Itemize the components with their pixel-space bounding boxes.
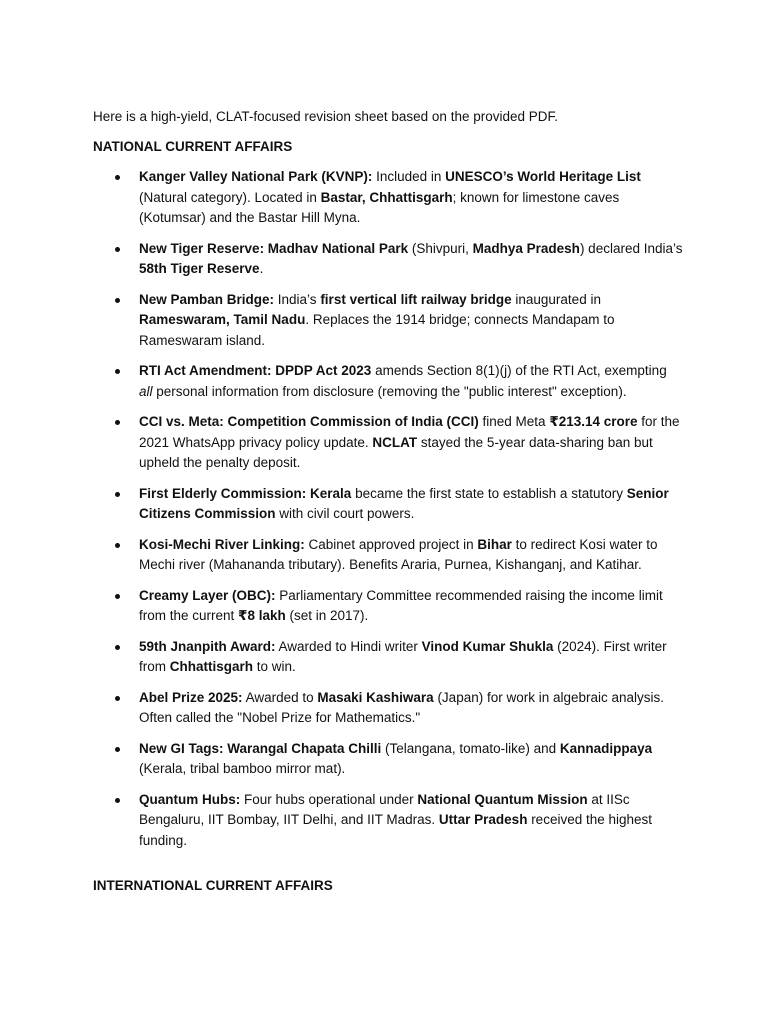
bullet-icon bbox=[115, 645, 120, 650]
national-affairs-heading: NATIONAL CURRENT AFFAIRS bbox=[93, 139, 293, 154]
body-text: to redirect Kosi water to Mechi river (Mahananda tributary). Benefits Araria, Purnea, Kishanganj, and Katihar. bbox=[139, 536, 658, 572]
intro-text: Here is a high-yield, CLAT-focused revision sheet based on the provided PDF. bbox=[93, 109, 558, 124]
bold-term: First Elderly Commission: Kerala bbox=[139, 485, 352, 501]
body-text: Cabinet approved project in bbox=[304, 536, 478, 552]
body-text: ; known for limestone caves (Kotumsar) and the Bastar Hill Myna. bbox=[139, 189, 620, 225]
bold-term: National Quantum Mission bbox=[417, 791, 588, 807]
list-item bbox=[93, 535, 683, 576]
list-item bbox=[93, 239, 683, 280]
bold-term: NCLAT bbox=[372, 434, 418, 450]
body-text: amends Section 8(1)(j) of the RTI Act, exempting bbox=[371, 363, 667, 378]
body-text: personal information from disclosure (removing the "public interest" exception). bbox=[152, 383, 627, 399]
body-text: Awarded to Hindi writer bbox=[275, 638, 422, 654]
bold-term: UNESCO’s World Heritage List bbox=[445, 169, 641, 184]
bold-term: New Pamban Bridge: bbox=[139, 291, 275, 307]
bullet-icon bbox=[115, 492, 120, 497]
national-affairs-list bbox=[93, 167, 683, 861]
body-text: ) declared India’s bbox=[579, 240, 683, 256]
bold-term: Bastar, Chhattisgarh bbox=[320, 189, 453, 205]
bold-term: Madhya Pradesh bbox=[472, 240, 580, 256]
bullet-icon bbox=[115, 298, 120, 303]
list-item bbox=[93, 739, 683, 780]
bold-term: Bihar bbox=[477, 536, 512, 552]
bold-term: Vinod Kumar Shukla bbox=[421, 638, 554, 654]
list-item bbox=[93, 637, 683, 678]
body-text: (Kerala, tribal bamboo mirror mat). bbox=[139, 761, 346, 776]
bullet-icon bbox=[115, 696, 120, 701]
body-text: became the first state to establish a statutory bbox=[351, 485, 627, 501]
list-item bbox=[93, 790, 683, 852]
list-item bbox=[93, 586, 683, 627]
bold-term: ₹213.14 crore bbox=[549, 414, 638, 429]
list-item bbox=[93, 412, 683, 474]
bold-term: New Tiger Reserve: Madhav National Park bbox=[139, 240, 409, 256]
bold-term: Kosi-Mechi River Linking: bbox=[139, 536, 305, 552]
body-text: (Japan) for work in algebraic analysis. Often called the "Nobel Prize for Mathematics." bbox=[139, 689, 665, 725]
bold-term: Kannadippaya bbox=[559, 740, 653, 756]
bold-term: New GI Tags: Warangal Chapata Chilli bbox=[139, 740, 382, 756]
italic-text: all bbox=[139, 383, 153, 399]
bold-term: ₹8 lakh bbox=[238, 608, 286, 623]
bold-term: Uttar Pradesh bbox=[438, 812, 528, 827]
bold-term: RTI Act Amendment: DPDP Act 2023 bbox=[139, 363, 372, 378]
body-text: India’s bbox=[274, 291, 321, 307]
list-item bbox=[93, 290, 683, 352]
bold-term: Masaki Kashiwara bbox=[317, 689, 434, 705]
bold-term: Senior Citizens Commission bbox=[139, 485, 669, 521]
bullet-icon bbox=[115, 420, 120, 425]
bullet-icon bbox=[115, 369, 120, 374]
body-text: . Replaces the 1914 bridge; connects Mandapam to Rameswaram island. bbox=[139, 312, 615, 348]
bullet-icon bbox=[115, 594, 120, 599]
list-item bbox=[93, 688, 683, 729]
body-text: at IISc Bengaluru, IIT Bombay, IIT Delhi, and IIT Madras. bbox=[139, 791, 630, 827]
bold-term: Abel Prize 2025: bbox=[139, 689, 243, 705]
body-text: (Shivpuri, bbox=[408, 240, 473, 256]
bold-term: Creamy Layer (OBC): bbox=[139, 587, 276, 603]
body-text: (2024). First writer from bbox=[139, 638, 667, 674]
bullet-icon bbox=[115, 175, 120, 180]
body-text: Included in bbox=[372, 169, 446, 184]
list-item bbox=[93, 361, 683, 402]
bold-term: first vertical lift railway bridge bbox=[320, 291, 512, 307]
body-text: to win. bbox=[253, 659, 296, 674]
body-text: (Telangana, tomato-like) and bbox=[381, 740, 560, 756]
body-text: Awarded to bbox=[242, 689, 318, 705]
bullet-icon bbox=[115, 747, 120, 752]
body-text: inaugurated in bbox=[511, 291, 601, 307]
body-text: fined Meta bbox=[478, 414, 550, 429]
bullet-icon bbox=[115, 247, 120, 252]
international-affairs-heading: INTERNATIONAL CURRENT AFFAIRS bbox=[93, 878, 333, 893]
body-text: with civil court powers. bbox=[275, 506, 415, 521]
bold-term: Chhattisgarh bbox=[169, 659, 254, 674]
body-text: . bbox=[259, 261, 264, 276]
body-text: (Natural category). Located in bbox=[139, 189, 321, 205]
bullet-icon bbox=[115, 543, 120, 548]
body-text: for the 2021 WhatsApp privacy policy update. bbox=[139, 414, 680, 450]
list-item bbox=[93, 167, 683, 229]
body-text: received the highest funding. bbox=[139, 812, 653, 848]
bold-term: Rameswaram, Tamil Nadu bbox=[139, 312, 306, 327]
body-text: Four hubs operational under bbox=[240, 791, 418, 807]
list-item bbox=[93, 484, 683, 525]
bold-term: Kanger Valley National Park (KVNP): bbox=[139, 169, 373, 184]
bold-term: CCI vs. Meta: Competition Commission of India (CCI) bbox=[139, 414, 479, 429]
bold-term: Quantum Hubs: bbox=[139, 791, 241, 807]
body-text: stayed the 5-year data-sharing ban but upheld the penalty deposit. bbox=[139, 434, 653, 470]
bullet-icon bbox=[115, 798, 120, 803]
body-text: (set in 2017). bbox=[285, 608, 369, 623]
bold-term: 59th Jnanpith Award: bbox=[139, 638, 276, 654]
bold-term: 58th Tiger Reserve bbox=[139, 261, 260, 276]
body-text: Parliamentary Committee recommended raising the income limit from the current bbox=[139, 587, 663, 623]
